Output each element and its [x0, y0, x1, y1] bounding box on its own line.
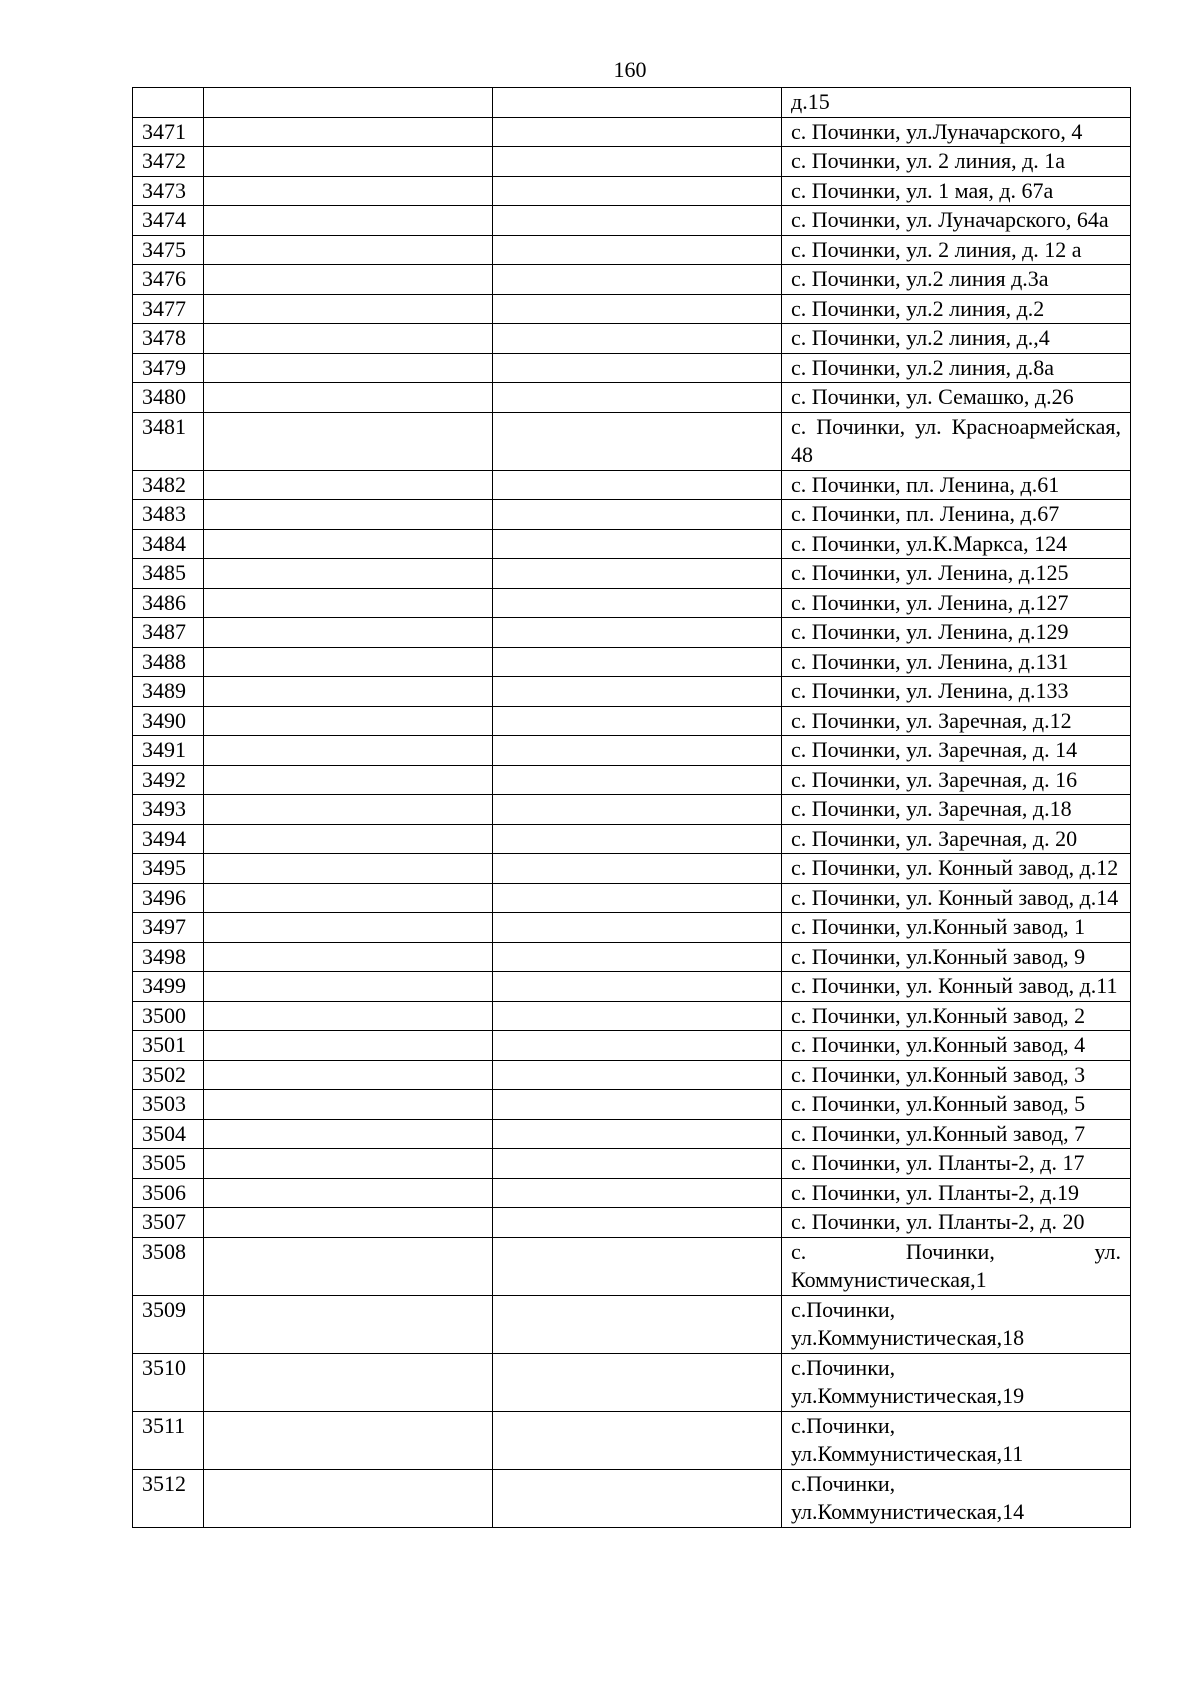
address-cell: с. Починки, ул. Ленина, д.125: [782, 559, 1131, 589]
row-number-cell: 3474: [133, 206, 204, 236]
empty-cell: [493, 1208, 782, 1238]
empty-cell: [204, 1001, 493, 1031]
row-number-cell: 3498: [133, 942, 204, 972]
row-number-cell: 3478: [133, 324, 204, 354]
table-row: [133, 294, 1131, 324]
table-row: [133, 1031, 1131, 1061]
empty-cell: [204, 824, 493, 854]
table-row: [133, 88, 1131, 118]
table-row: [133, 854, 1131, 884]
row-number-cell: 3485: [133, 559, 204, 589]
address-cell: с. Починки, ул.Конный завод, 3: [782, 1060, 1131, 1090]
row-number-cell: 3503: [133, 1090, 204, 1120]
address-cell: с. Починки, ул. Заречная, д. 14: [782, 736, 1131, 766]
table-row: [133, 883, 1131, 913]
row-number-cell: 3493: [133, 795, 204, 825]
row-number-cell: 3479: [133, 353, 204, 383]
address-cell: с. Починки, ул.2 линия, д.2: [782, 294, 1131, 324]
empty-cell: [204, 117, 493, 147]
empty-cell: [493, 706, 782, 736]
address-cell: с.Починки, ул.Коммунистическая,11: [782, 1411, 1131, 1469]
empty-cell: [204, 854, 493, 884]
empty-cell: [204, 1411, 493, 1469]
empty-cell: [493, 824, 782, 854]
empty-cell: [204, 677, 493, 707]
empty-cell: [493, 1119, 782, 1149]
row-number-cell: 3500: [133, 1001, 204, 1031]
row-number-cell: 3491: [133, 736, 204, 766]
address-cell: с. Починки, ул. Ленина, д.131: [782, 647, 1131, 677]
table-row: [133, 913, 1131, 943]
empty-cell: [204, 412, 493, 470]
empty-cell: [493, 854, 782, 884]
empty-cell: [493, 1353, 782, 1411]
address-cell: с. Починки, ул. Заречная, д.18: [782, 795, 1131, 825]
empty-cell: [493, 1060, 782, 1090]
empty-cell: [493, 500, 782, 530]
empty-cell: [493, 529, 782, 559]
row-number-cell: 3497: [133, 913, 204, 943]
empty-cell: [493, 470, 782, 500]
table-row: [133, 942, 1131, 972]
address-cell: с. Починки, ул. Семашко, д.26: [782, 383, 1131, 413]
address-cell: с. Починки, ул.Конный завод, 7: [782, 1119, 1131, 1149]
address-cell: с. Починки, ул.Конный завод, 5: [782, 1090, 1131, 1120]
empty-cell: [493, 736, 782, 766]
row-number-cell: 3477: [133, 294, 204, 324]
table-row: [133, 618, 1131, 648]
empty-cell: [204, 1149, 493, 1179]
empty-cell: [493, 353, 782, 383]
empty-cell: [493, 383, 782, 413]
empty-cell: [204, 500, 493, 530]
address-cell: с. Починки, ул. Заречная, д. 16: [782, 765, 1131, 795]
empty-cell: [204, 265, 493, 295]
address-cell: с. Починки, ул. Заречная, д.12: [782, 706, 1131, 736]
row-number-cell: 3472: [133, 147, 204, 177]
empty-cell: [204, 1119, 493, 1149]
table-row: [133, 677, 1131, 707]
row-number-cell: 3495: [133, 854, 204, 884]
address-table-body: [133, 88, 1131, 1528]
row-number-cell: 3486: [133, 588, 204, 618]
address-cell: с. Починки, ул. Планты-2, д.19: [782, 1178, 1131, 1208]
empty-cell: [493, 677, 782, 707]
row-number-cell: [133, 88, 204, 118]
empty-cell: [493, 324, 782, 354]
empty-cell: [204, 235, 493, 265]
address-cell: с. Починки, ул. Коммунистическая,1: [782, 1237, 1131, 1295]
empty-cell: [204, 206, 493, 236]
empty-cell: [493, 1090, 782, 1120]
table-row: [133, 1237, 1131, 1295]
address-cell: с. Починки, ул. 2 линия, д. 12 а: [782, 235, 1131, 265]
empty-cell: [493, 618, 782, 648]
table-row: [133, 706, 1131, 736]
empty-cell: [493, 913, 782, 943]
empty-cell: [204, 176, 493, 206]
row-number-cell: 3506: [133, 1178, 204, 1208]
address-cell: с. Починки, ул. Планты-2, д. 20: [782, 1208, 1131, 1238]
table-row: [133, 972, 1131, 1002]
row-number-cell: 3473: [133, 176, 204, 206]
empty-cell: [493, 1001, 782, 1031]
empty-cell: [493, 1149, 782, 1179]
table-row: [133, 824, 1131, 854]
row-number-cell: 3489: [133, 677, 204, 707]
empty-cell: [204, 1031, 493, 1061]
table-row: [133, 500, 1131, 530]
address-cell: с.Починки, ул.Коммунистическая,14: [782, 1469, 1131, 1527]
row-number-cell: 3508: [133, 1237, 204, 1295]
empty-cell: [204, 88, 493, 118]
row-number-cell: 3502: [133, 1060, 204, 1090]
row-number-cell: 3490: [133, 706, 204, 736]
table-row: [133, 206, 1131, 236]
empty-cell: [204, 559, 493, 589]
address-cell: с. Починки, ул. 1 мая, д. 67а: [782, 176, 1131, 206]
row-number-cell: 3492: [133, 765, 204, 795]
row-number-cell: 3480: [133, 383, 204, 413]
table-row: [133, 412, 1131, 470]
empty-cell: [493, 412, 782, 470]
table-row: [133, 383, 1131, 413]
empty-cell: [493, 1295, 782, 1353]
address-cell: с. Починки, ул.Луначарского, 4: [782, 117, 1131, 147]
empty-cell: [204, 942, 493, 972]
empty-cell: [204, 1237, 493, 1295]
table-row: [133, 1208, 1131, 1238]
address-cell: с. Починки, ул. Ленина, д.127: [782, 588, 1131, 618]
empty-cell: [493, 1178, 782, 1208]
address-cell: с. Починки, ул. Луначарского, 64а: [782, 206, 1131, 236]
empty-cell: [493, 942, 782, 972]
empty-cell: [493, 972, 782, 1002]
table-row: [133, 265, 1131, 295]
table-row: [133, 176, 1131, 206]
address-cell: с. Починки, ул.К.Маркса, 124: [782, 529, 1131, 559]
empty-cell: [493, 88, 782, 118]
empty-cell: [204, 1090, 493, 1120]
empty-cell: [204, 972, 493, 1002]
address-cell: с. Починки, пл. Ленина, д.67: [782, 500, 1131, 530]
empty-cell: [204, 470, 493, 500]
row-number-cell: 3510: [133, 1353, 204, 1411]
address-cell: с. Починки, ул.2 линия, д.,4: [782, 324, 1131, 354]
row-number-cell: 3509: [133, 1295, 204, 1353]
page-number: 160: [613, 57, 647, 82]
table-row: [133, 1469, 1131, 1527]
address-cell: с. Починки, ул. Конный завод, д.11: [782, 972, 1131, 1002]
address-cell: с.Починки, ул.Коммунистическая,18: [782, 1295, 1131, 1353]
table-row: [133, 1353, 1131, 1411]
row-number-cell: 3496: [133, 883, 204, 913]
empty-cell: [493, 883, 782, 913]
table-row: [133, 324, 1131, 354]
table-row: [133, 588, 1131, 618]
table-row: [133, 1090, 1131, 1120]
empty-cell: [204, 1353, 493, 1411]
empty-cell: [493, 265, 782, 295]
row-number-cell: 3512: [133, 1469, 204, 1527]
empty-cell: [204, 647, 493, 677]
table-row: [133, 1178, 1131, 1208]
table-row: [133, 1060, 1131, 1090]
table-row: [133, 1001, 1131, 1031]
table-row: [133, 529, 1131, 559]
empty-cell: [204, 913, 493, 943]
empty-cell: [204, 1469, 493, 1527]
table-row: [133, 470, 1131, 500]
table-row: [133, 353, 1131, 383]
address-cell: с. Починки, ул. Красноармейская, 48: [782, 412, 1131, 470]
address-cell: с.Починки, ул.Коммунистическая,19: [782, 1353, 1131, 1411]
address-cell: с. Починки, ул.Конный завод, 4: [782, 1031, 1131, 1061]
table-row: [133, 1119, 1131, 1149]
empty-cell: [493, 1031, 782, 1061]
row-number-cell: 3482: [133, 470, 204, 500]
empty-cell: [204, 383, 493, 413]
empty-cell: [204, 529, 493, 559]
empty-cell: [204, 883, 493, 913]
empty-cell: [204, 795, 493, 825]
row-number-cell: 3494: [133, 824, 204, 854]
address-cell: с. Починки, ул. Ленина, д.129: [782, 618, 1131, 648]
empty-cell: [204, 736, 493, 766]
address-cell: с. Починки, ул. Конный завод, д.12: [782, 854, 1131, 884]
empty-cell: [493, 117, 782, 147]
empty-cell: [493, 588, 782, 618]
empty-cell: [204, 1208, 493, 1238]
empty-cell: [493, 1237, 782, 1295]
address-cell: с. Починки, ул. Ленина, д.133: [782, 677, 1131, 707]
empty-cell: [493, 1411, 782, 1469]
row-number-cell: 3504: [133, 1119, 204, 1149]
empty-cell: [204, 353, 493, 383]
address-cell: с. Починки, ул.Конный завод, 9: [782, 942, 1131, 972]
empty-cell: [493, 559, 782, 589]
table-row: [133, 647, 1131, 677]
empty-cell: [204, 1060, 493, 1090]
address-cell: с. Починки, пл. Ленина, д.61: [782, 470, 1131, 500]
empty-cell: [493, 647, 782, 677]
empty-cell: [493, 206, 782, 236]
table-row: [133, 117, 1131, 147]
row-number-cell: 3475: [133, 235, 204, 265]
empty-cell: [204, 294, 493, 324]
table-row: [133, 1295, 1131, 1353]
table-row: [133, 559, 1131, 589]
address-cell: с. Починки, ул. Конный завод, д.14: [782, 883, 1131, 913]
address-cell: с. Починки, ул.Конный завод, 1: [782, 913, 1131, 943]
row-number-cell: 3501: [133, 1031, 204, 1061]
empty-cell: [204, 324, 493, 354]
address-cell: с. Починки, ул.2 линия д.3а: [782, 265, 1131, 295]
row-number-cell: 3505: [133, 1149, 204, 1179]
row-number-cell: 3484: [133, 529, 204, 559]
table-row: [133, 736, 1131, 766]
empty-cell: [204, 765, 493, 795]
address-cell: с. Починки, ул. Планты-2, д. 17: [782, 1149, 1131, 1179]
table-row: [133, 235, 1131, 265]
row-number-cell: 3488: [133, 647, 204, 677]
row-number-cell: 3471: [133, 117, 204, 147]
empty-cell: [204, 147, 493, 177]
address-cell: с. Починки, ул.Конный завод, 2: [782, 1001, 1131, 1031]
empty-cell: [204, 1295, 493, 1353]
empty-cell: [493, 1469, 782, 1527]
table-row: [133, 147, 1131, 177]
table-row: [133, 1411, 1131, 1469]
table-row: [133, 795, 1131, 825]
address-cell: д.15: [782, 88, 1131, 118]
empty-cell: [204, 1178, 493, 1208]
row-number-cell: 3499: [133, 972, 204, 1002]
empty-cell: [204, 618, 493, 648]
empty-cell: [204, 588, 493, 618]
empty-cell: [493, 795, 782, 825]
empty-cell: [493, 235, 782, 265]
empty-cell: [204, 706, 493, 736]
row-number-cell: 3511: [133, 1411, 204, 1469]
address-cell: с. Починки, ул. 2 линия, д. 1а: [782, 147, 1131, 177]
row-number-cell: 3487: [133, 618, 204, 648]
row-number-cell: 3481: [133, 412, 204, 470]
empty-cell: [493, 147, 782, 177]
table-row: [133, 765, 1131, 795]
empty-cell: [493, 294, 782, 324]
row-number-cell: 3507: [133, 1208, 204, 1238]
table-row: [133, 1149, 1131, 1179]
address-cell: с. Починки, ул.2 линия, д.8а: [782, 353, 1131, 383]
row-number-cell: 3483: [133, 500, 204, 530]
empty-cell: [493, 176, 782, 206]
empty-cell: [493, 765, 782, 795]
address-cell: с. Починки, ул. Заречная, д. 20: [782, 824, 1131, 854]
row-number-cell: 3476: [133, 265, 204, 295]
address-table: [132, 87, 1131, 1528]
